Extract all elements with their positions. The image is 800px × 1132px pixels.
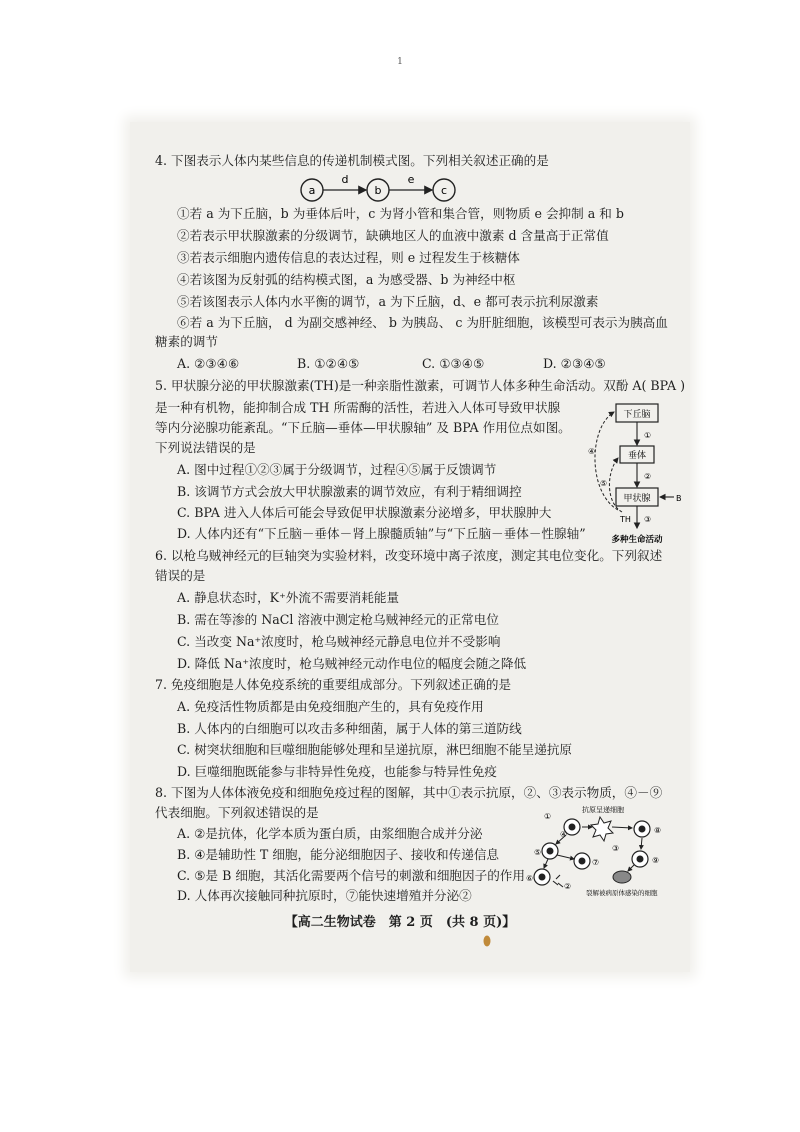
q5-stem-line-2: 是一种有机物，能抑制合成 TH 所需酶的活性，若进入人体可导致甲状腺	[155, 400, 561, 415]
q4-statement-5: ⑤若该图表示人体内水平衡的调节，a 为下丘脑，d、e 都可表示抗利尿激素	[177, 294, 599, 309]
q8-label-8: ⑧	[654, 826, 662, 835]
q4-option-a: A. ②③④⑥	[177, 356, 240, 371]
q5-box-thyroid: 甲状腺	[623, 494, 651, 504]
q5-label-2: ②	[644, 472, 652, 481]
q4-node-b: b	[374, 184, 382, 197]
q6-option-d: D. 降低 Na⁺浓度时，枪乌贼神经元动作电位的幅度会随之降低	[177, 656, 527, 671]
q8-label-3: ③	[612, 844, 620, 853]
q5-th-label: TH	[620, 515, 631, 524]
q8-immunity-diagram	[520, 803, 680, 897]
q8-option-b: B. ④是辅助性 T 细胞，能分泌细胞因子、接收和传递信息	[177, 847, 500, 862]
q6-option-c: C. 当改变 Na⁺浓度时，枪乌贼神经元静息电位并不受影响	[177, 634, 501, 649]
q7-option-a: A. 免疫活性物质都是由免疫细胞产生的，具有免疫作用	[177, 699, 484, 714]
q4-option-c: C. ①③④⑤	[422, 356, 485, 371]
q7-option-d: D. 巨噬细胞既能参与非特异性免疫，也能参与特异性免疫	[177, 764, 497, 779]
q5-stem-line-3: 等内分泌腺功能紊乱。“下丘脑—垂体—甲状腺轴” 及 BPA 作用位点如图。	[155, 420, 571, 435]
q8-cell-9	[632, 851, 648, 867]
q8-label-6: ⑥	[526, 874, 534, 883]
q4-option-b: B. ①②④⑤	[297, 356, 360, 371]
q4-statement-3: ③若表示细胞内遗传信息的表达过程，则 e 过程发生于核糖体	[177, 250, 520, 265]
q4-node-c: c	[440, 184, 448, 197]
q5-option-d: D. 人体内还有“下丘脑－垂体－肾上腺髓质轴”与“下丘脑－垂体－性腺轴”	[177, 526, 586, 541]
q5-label-3: ③	[644, 515, 652, 524]
q4-stem: 4. 下图表示人体内某些信息的传递机制模式图。下列相关叙述正确的是	[155, 153, 549, 168]
q8-label-2: ②	[564, 882, 572, 891]
stain-mark	[482, 934, 492, 948]
q4-statement-6-cont: 糖素的调节	[155, 334, 218, 349]
q5-bpa-label: B	[676, 494, 682, 503]
q4-statement-1: ①若 a 为下丘脑，b 为垂体后叶，c 为肾小管和集合管，则物质 e 会抑制 a 和 b	[177, 206, 624, 221]
page-number: 1	[397, 57, 403, 67]
q5-label-1: ①	[644, 431, 652, 440]
q5-label-4: ④	[588, 447, 596, 456]
q5-option-a: A. 图中过程①②③属于分级调节，过程④⑤属于反馈调节	[177, 462, 497, 477]
q7-option-b: B. 人体内的白细胞可以攻击多种细菌，属于人体的第三道防线	[177, 721, 522, 736]
q5-option-b: B. 该调节方式会放大甲状腺激素的调节效应，有利于精细调控	[177, 484, 522, 499]
q5-option-c: C. BPA 进入人体后可能会导致促甲状腺激素分泌增多，甲状腺肿大	[177, 505, 552, 520]
q8-label-7: ⑦	[592, 858, 600, 867]
q8-option-a: A. ②是抗体，化学本质为蛋白质，由浆细胞合成并分泌	[177, 826, 483, 841]
q8-label-lysis: 裂解被病原体感染的细胞	[586, 889, 658, 897]
q5-box-pituitary: 垂体	[627, 451, 647, 461]
q8-cell-8	[634, 821, 650, 837]
q4-statement-6: ⑥若 a 为下丘脑， d 为副交感神经、 b 为胰岛、 c 为肝脏细胞，该模型可表示为胰高血	[177, 315, 668, 330]
q6-stem-line-1: 6. 以枪乌贼神经元的巨轴突为实验材料，改变环境中离子浓度，测定其电位变化。下列叙述	[155, 548, 663, 563]
q8-label-1: ①	[544, 812, 552, 821]
q5-stem-line-1: 5. 甲状腺分泌的甲状腺激素(TH)是一种亲脂性激素，可调节人体多种生命活动。双酚 A( BPA )	[155, 378, 686, 393]
q5-stem-line-4: 下列说法错误的是	[155, 440, 256, 455]
q4-statement-2: ②若表示甲状腺激素的分级调节，缺碘地区人的血液中激素 d 含量高于正常值	[177, 228, 609, 243]
q8-stem-line-1: 8. 下图为人体体液免疫和细胞免疫过程的图解，其中①表示抗原，②、③表示物质，④－⑨	[155, 785, 663, 800]
q7-stem: 7. 免疫细胞是人体免疫系统的重要组成部分。下列叙述正确的是	[155, 677, 512, 692]
q6-option-b: B. 需在等渗的 NaCl 溶液中测定枪乌贼神经元的正常电位	[177, 612, 499, 627]
q8-stem-line-2: 代表细胞。下列叙述错误的是	[155, 805, 319, 820]
q4-arrow-d: d	[341, 173, 349, 186]
q4-statement-4: ④若该图为反射弧的结构模式图，a 为感受器、b 为神经中枢	[177, 272, 516, 287]
q4-option-d: D. ②③④⑤	[543, 356, 606, 371]
q8-label-5: ⑤	[534, 848, 542, 857]
q8-label-apc: 抗原呈递细胞	[582, 806, 624, 814]
q5-thyroid-axis-diagram	[586, 398, 682, 550]
q5-label-5: ⑤	[600, 479, 608, 488]
q7-option-c: C. 树突状细胞和巨噬细胞能够处理和呈递抗原，淋巴细胞不能呈递抗原	[177, 742, 573, 757]
q6-stem-line-2: 错误的是	[155, 568, 206, 583]
q8-option-d: D. 人体再次接触同种抗原时，⑦能快速增殖并分泌②	[177, 888, 472, 903]
q8-label-4: ④	[560, 830, 568, 839]
q5-activities-label: 多种生命活动	[611, 535, 663, 545]
q6-option-a: A. 静息状态时，K⁺外流不需要消耗能量	[177, 590, 400, 605]
q8-cell-6	[534, 869, 550, 885]
q8-cell-5	[542, 843, 558, 859]
q5-box-hypothalamus: 下丘脑	[623, 410, 651, 420]
q4-arrow-e: e	[407, 173, 415, 186]
q8-cell-7	[574, 853, 590, 869]
q4-node-a: a	[308, 184, 316, 197]
q8-label-9: ⑨	[652, 856, 660, 865]
q8-option-c: C. ⑤是 B 细胞，其活化需要两个信号的刺激和细胞因子的作用	[177, 868, 525, 883]
page-footer: 【高二生物试卷 第 2 页 (共 8 页)】	[284, 915, 516, 930]
